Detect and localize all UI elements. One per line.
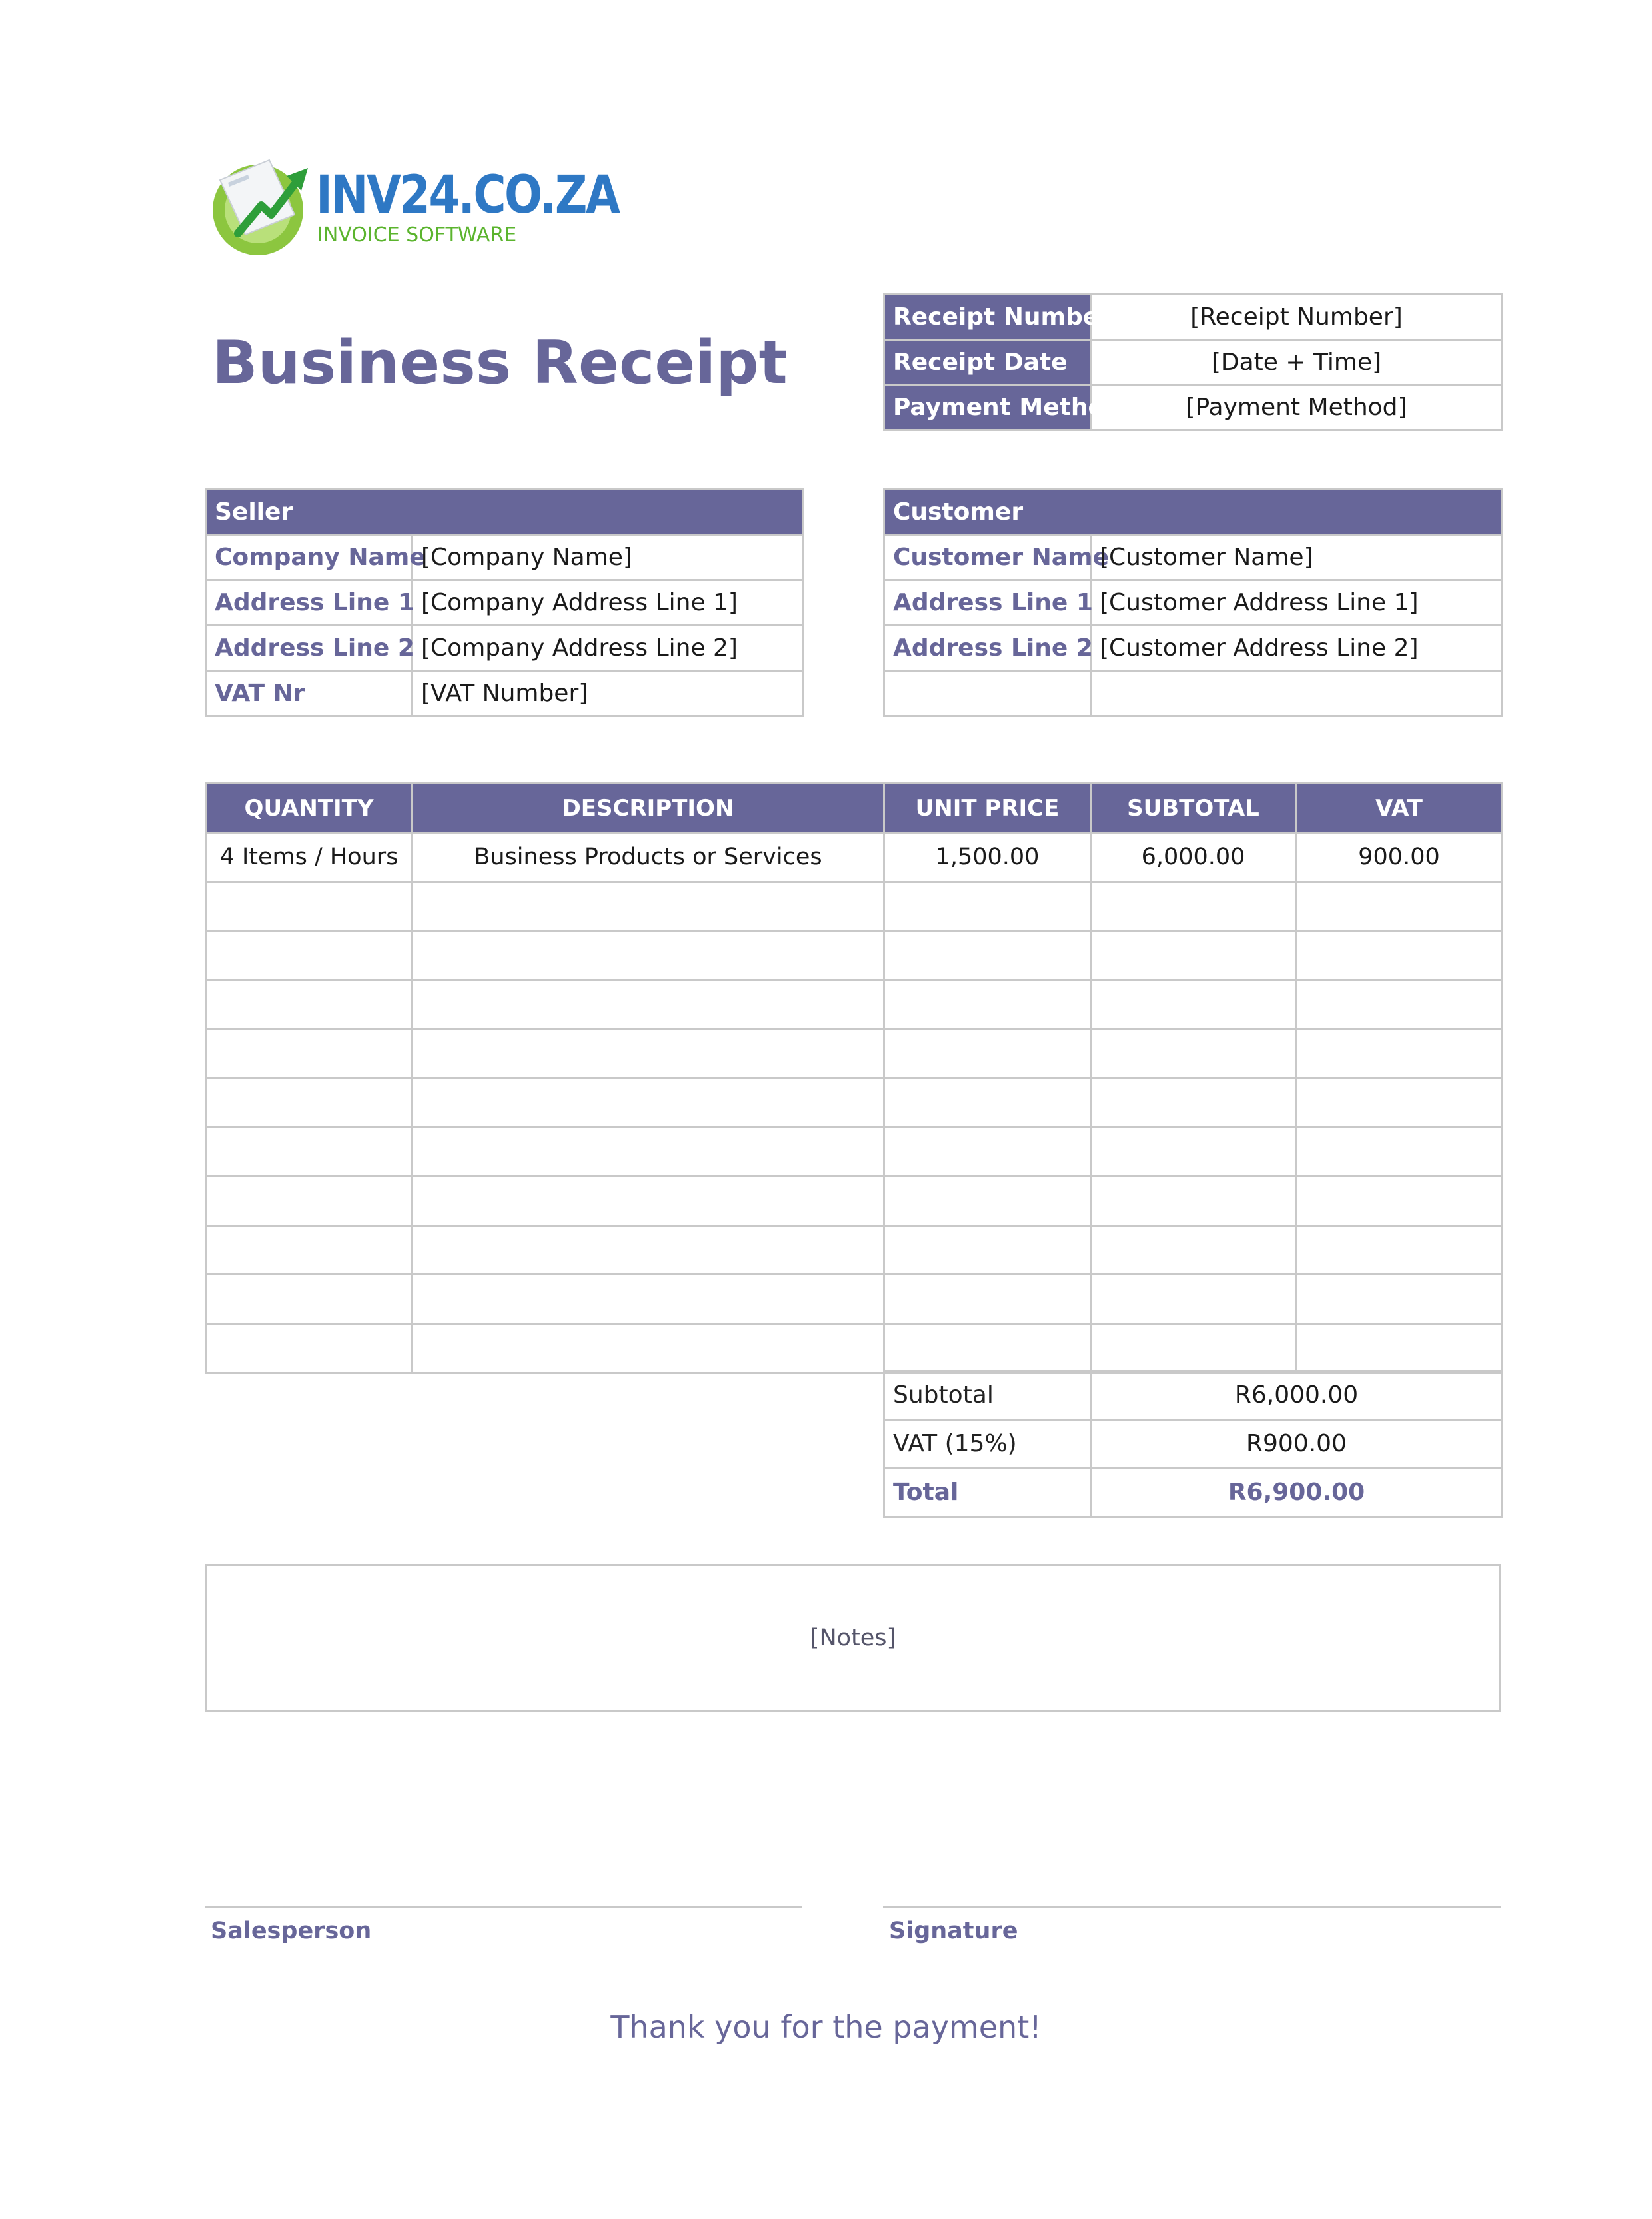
cell-quantity[interactable] (206, 1176, 413, 1225)
cell-quantity[interactable] (206, 1275, 413, 1324)
notes-text: [Notes] (810, 1625, 896, 1651)
cell-quantity[interactable] (206, 931, 413, 980)
seller-value[interactable]: [VAT Number] (413, 671, 803, 716)
customer-value[interactable]: [Customer Address Line 2] (1091, 626, 1503, 671)
customer-value[interactable]: [Customer Address Line 1] (1091, 580, 1503, 626)
cell-quantity[interactable] (206, 1029, 413, 1078)
cell-subtotal[interactable] (1091, 1176, 1296, 1225)
seller-row (206, 535, 803, 580)
cell-quantity[interactable] (206, 882, 413, 931)
cell-subtotal[interactable] (1091, 1225, 1296, 1275)
seller-row (206, 671, 803, 716)
cell-vat[interactable] (1296, 980, 1503, 1030)
cell-description[interactable] (413, 1225, 884, 1275)
subtotal-label: Subtotal (884, 1371, 1091, 1420)
total-value: R6,900.00 (1091, 1469, 1503, 1517)
cell-description[interactable] (413, 882, 884, 931)
company-logo (208, 153, 619, 260)
receipt-info-table (883, 293, 1503, 431)
receipt-date-value[interactable]: [Date + Time] (1091, 340, 1503, 385)
customer-label (884, 671, 1091, 716)
vat-label: VAT (15%) (884, 1420, 1091, 1469)
table-row (206, 1029, 1503, 1078)
seller-label: VAT Nr (206, 671, 413, 716)
cell-subtotal[interactable]: 6,000.00 (1091, 833, 1296, 882)
cell-description[interactable] (413, 1275, 884, 1324)
customer-label: Customer Name (884, 535, 1091, 580)
seller-label: Address Line 2 (206, 626, 413, 671)
cell-unit-price[interactable] (884, 1029, 1091, 1078)
table-row (206, 1323, 1503, 1373)
seller-heading: Seller (206, 490, 803, 535)
cell-quantity[interactable]: 4 Items / Hours (206, 833, 413, 882)
cell-subtotal[interactable] (1091, 980, 1296, 1030)
cell-unit-price[interactable] (884, 1078, 1091, 1127)
thank-you-message: Thank you for the payment! (610, 2009, 1042, 2045)
totals-table (883, 1370, 1503, 1518)
cell-vat[interactable] (1296, 1078, 1503, 1127)
cell-vat[interactable] (1296, 1323, 1503, 1373)
table-row (206, 931, 1503, 980)
table-row (206, 833, 1503, 882)
signature-label: Signature (889, 1918, 1018, 1944)
cell-unit-price[interactable] (884, 1176, 1091, 1225)
cell-vat[interactable] (1296, 1275, 1503, 1324)
cell-vat[interactable] (1296, 1225, 1503, 1275)
total-label: Total (884, 1469, 1091, 1517)
customer-label: Address Line 2 (884, 626, 1091, 671)
seller-value[interactable]: [Company Address Line 2] (413, 626, 803, 671)
cell-unit-price[interactable] (884, 1225, 1091, 1275)
salesperson-label: Salesperson (211, 1918, 372, 1944)
cell-quantity[interactable] (206, 1127, 413, 1177)
subtotal-row (884, 1371, 1503, 1420)
cell-vat[interactable] (1296, 882, 1503, 931)
cell-quantity[interactable] (206, 980, 413, 1030)
customer-row (884, 626, 1503, 671)
receipt-number-label: Receipt Number (884, 295, 1091, 340)
seller-label: Address Line 1 (206, 580, 413, 626)
total-row (884, 1469, 1503, 1517)
seller-value[interactable]: [Company Address Line 1] (413, 580, 803, 626)
cell-subtotal[interactable] (1091, 1029, 1296, 1078)
vat-value: R900.00 (1091, 1420, 1503, 1469)
table-row (206, 882, 1503, 931)
cell-subtotal[interactable] (1091, 1078, 1296, 1127)
cell-subtotal[interactable] (1091, 1323, 1296, 1373)
cell-subtotal[interactable] (1091, 931, 1296, 980)
cell-subtotal[interactable] (1091, 1275, 1296, 1324)
cell-vat[interactable] (1296, 1127, 1503, 1177)
payment-method-value[interactable]: [Payment Method] (1091, 385, 1503, 430)
payment-method-label: Payment Method (884, 385, 1091, 430)
cell-quantity[interactable] (206, 1323, 413, 1373)
customer-label: Address Line 1 (884, 580, 1091, 626)
customer-value[interactable]: [Customer Name] (1091, 535, 1503, 580)
cell-unit-price[interactable] (884, 882, 1091, 931)
seller-table (205, 488, 804, 717)
table-row (206, 1127, 1503, 1177)
items-header-row (206, 784, 1503, 833)
notes-box[interactable] (205, 1564, 1501, 1712)
cell-description[interactable] (413, 1078, 884, 1127)
customer-row (884, 535, 1503, 580)
column-header-unit-price: UNIT PRICE (884, 784, 1091, 833)
column-header-subtotal: SUBTOTAL (1091, 784, 1296, 833)
cell-unit-price[interactable] (884, 931, 1091, 980)
cell-description[interactable] (413, 980, 884, 1030)
receipt-date-label: Receipt Date (884, 340, 1091, 385)
receipt-date-row (884, 340, 1503, 385)
logo-icon (208, 153, 315, 260)
table-row (206, 980, 1503, 1030)
customer-heading: Customer (884, 490, 1503, 535)
cell-unit-price[interactable] (884, 980, 1091, 1030)
customer-row (884, 580, 1503, 626)
cell-quantity[interactable] (206, 1225, 413, 1275)
receipt-number-row (884, 295, 1503, 340)
cell-unit-price[interactable] (884, 1323, 1091, 1373)
cell-unit-price[interactable] (884, 1127, 1091, 1177)
seller-value[interactable]: [Company Name] (413, 535, 803, 580)
cell-description[interactable]: Business Products or Services (413, 833, 884, 882)
payment-method-row (884, 385, 1503, 430)
subtotal-value: R6,000.00 (1091, 1371, 1503, 1420)
seller-row (206, 580, 803, 626)
column-header-quantity: QUANTITY (206, 784, 413, 833)
cell-description[interactable] (413, 1176, 884, 1225)
items-table (205, 782, 1503, 1374)
signature-line (883, 1906, 1501, 1908)
cell-vat[interactable] (1296, 1176, 1503, 1225)
salesperson-line (205, 1906, 802, 1908)
cell-description[interactable] (413, 931, 884, 980)
logo-subtitle: INVOICE SOFTWARE (317, 223, 517, 247)
cell-quantity[interactable] (206, 1078, 413, 1127)
seller-row (206, 626, 803, 671)
cell-unit-price[interactable] (884, 1275, 1091, 1324)
customer-table (883, 488, 1503, 717)
column-header-vat: VAT (1296, 784, 1503, 833)
logo-text: INV24.CO.ZA (316, 165, 619, 225)
customer-row (884, 671, 1503, 716)
cell-vat[interactable]: 900.00 (1296, 833, 1503, 882)
receipt-number-value[interactable]: [Receipt Number] (1091, 295, 1503, 340)
table-row (206, 1275, 1503, 1324)
cell-description[interactable] (413, 1029, 884, 1078)
cell-subtotal[interactable] (1091, 1127, 1296, 1177)
table-row (206, 1078, 1503, 1127)
seller-label: Company Name (206, 535, 413, 580)
cell-description[interactable] (413, 1323, 884, 1373)
cell-description[interactable] (413, 1127, 884, 1177)
cell-unit-price[interactable]: 1,500.00 (884, 833, 1091, 882)
cell-vat[interactable] (1296, 1029, 1503, 1078)
column-header-description: DESCRIPTION (413, 784, 884, 833)
table-row (206, 1225, 1503, 1275)
cell-vat[interactable] (1296, 931, 1503, 980)
page-title: Business Receipt (212, 328, 788, 398)
table-row (206, 1176, 1503, 1225)
customer-value[interactable] (1091, 671, 1503, 716)
cell-subtotal[interactable] (1091, 882, 1296, 931)
vat-row (884, 1420, 1503, 1469)
